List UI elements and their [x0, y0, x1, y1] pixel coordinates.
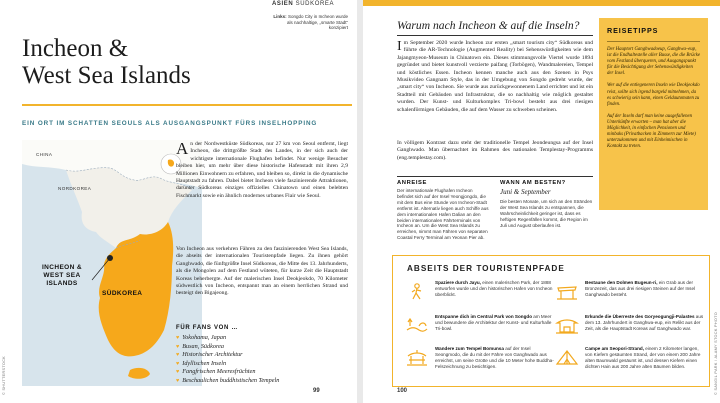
- heart-icon: ♥: [176, 335, 180, 341]
- fans-item: [176, 368, 346, 377]
- section-heading: Warum nach Incheon & auf die Inseln?: [397, 19, 580, 32]
- right-body-text-1: m September 2020 wurde Incheon zur ersten „smart tourism city“ Südkoreas und führte die AR-Technologie (Augmented Reality) bei Sehenswürdigkeiten wie dem Jajangmyeon-Museum in Chinatown ein. Dieses stimmungsvolle Viertel wurde 1894 gegründet und bietet kunstvoll verzierte paifang (Torbögen), Wandmalereien, Tempel und köstliches Essen. Incheon kennen manche auch aus den Szenen in Psys Musikvideo Gangnam Style, das in der Umgebung von Songdo gedreht wurde, der „smart city“ von Incheon. Sie wurde aus zurückgewonnenem Land errichtet und ist ein Stadtteil mit Gebäuden und Infrastruktur, die so nachhaltig wie möglich gestaltet wurden. Der Kunst- und Kulturkomplex Tri-bowl besteht aus drei riesigen schalenförmigen Gebäuden, die auf dem Wasser zu schweben scheinen.: [397, 40, 593, 113]
- off-track-item: [405, 346, 553, 376]
- right-top-bar: [363, 0, 720, 6]
- map-label-incheon: INCHEON & WEST SEA ISLANDS: [41, 264, 83, 287]
- right-drop-cap: I: [397, 40, 402, 54]
- lead-text: EIN ORT IM SCHATTEN SEOULS ALS AUSGANGSPUNKT FÜRS INSELHOPPING: [22, 120, 318, 127]
- fans-item-text: Idyllischen Inseln: [182, 359, 227, 367]
- left-page: [0, 0, 357, 403]
- walker-icon: [405, 282, 429, 300]
- heart-icon: ♥: [176, 343, 180, 350]
- fans-item-text: Fangfrischen Meeresfrüchten: [182, 368, 256, 376]
- off-track-box: [392, 255, 710, 387]
- section-label-bold: ASIEN: [272, 1, 294, 7]
- off-track-bold: Spaziere durch Jayu,: [435, 280, 481, 285]
- off-track-item: [555, 280, 703, 310]
- fans-item-text: Historischer Architektur: [182, 351, 243, 359]
- tip-item: Der Hauptort Ganghwadoeup, Ganghwa–eup, ist die Endhaltestelle aller Busse, die die Brücke vom Festland überqueren, und Ausgangspunkt für die Besichtigung der Sehenswürdigkeiten der Insel.: [607, 47, 700, 77]
- photo-caption: [272, 14, 348, 31]
- photo-credit-right: © SANGIL PARK / ALAMY STOCK PHOTO: [714, 312, 718, 395]
- fans-item: [176, 343, 346, 352]
- map-graphic: [22, 140, 202, 386]
- when-heading: WANN AM BESTEN?: [500, 180, 566, 186]
- photo-credit-left: © SHUTTERSTOCK: [2, 356, 6, 395]
- jeju-island: [128, 368, 150, 379]
- body-paragraph-2: Von Incheon aus verkehren Fähren zu den faszinierenden West Sea Islands, die abseits der internationalen Touristenpfade liegen. Zu ihnen gehört Ganghwado, die fünftgrößte Insel Südkoreas, die Mitte des 13. Jahrhunderts, als die Mongolen auf dem Festland wüteten, für kurze Zeit die Hauptstadt Koreas beherbergte. Auf der malerischen Insel Deokjeokdo, 70 Kilometer südwestlich von Incheon, entspannt man an einem herrlichen Strand und besteigt den Bigajeong.: [176, 246, 348, 297]
- drop-cap: A: [176, 141, 189, 158]
- tip-item: Auf der Inseln darf man keine ausgefallenen Unterkünfte erwarten – man hat aber die Möglichkeit, in einfachen Pensionen und minbaks (Privatbacken in Zimmern zur Miete) unterzukommen und mit Einheimischen in Kontakt zu treten.: [607, 113, 696, 150]
- off-track-text: [585, 314, 705, 332]
- temple-icon: [405, 348, 429, 366]
- title-line-1: Incheon &: [22, 35, 129, 62]
- off-track-bold: Erkunde die Überreste des Goryeogungji-Palastes: [585, 314, 695, 319]
- map-label-suedkorea: SÜDKOREA: [102, 290, 143, 297]
- off-track-text: [435, 280, 555, 298]
- when-text: Die besten Monate, um sich an den Stränden der West Sea Islands zu entspannen, die Wahrscheinlichkeit geringer ist, dass es heftigen Regenfällen kommt, die Region im Juli und August überlaufen ist.: [500, 199, 593, 228]
- right-body-paragraph-1: [397, 40, 593, 138]
- arrival-heading: ANREISE: [397, 180, 427, 186]
- body-text-1: n der Nordwestküste Südkoreas, nur 27 km von Seoul entfernt, liegt Incheon, die drittgrößte Stadt des Landes, in der sich auch der wichtigste internationale Flughafen befindet. Nur wenige Besucher bleiben hier, um mehr über diese historische Hafenstadt mit ihren 2,9 Millionen Einwohnern zu erfahren, und bleiben so, direkt in die dynamische Hauptstadt zu fahren. Dabei bietet Incheon viele faszinierende Attraktionen, darunter Südkoreas einziges offizielles Chinatown und einen belebten Fischmarkt sowie ein ähnlich modernes urbanes Flair wie Seoul.: [176, 141, 348, 199]
- off-track-bold: Entspanne dich im Central Park von Songdo: [435, 314, 532, 319]
- tips-box: [599, 18, 708, 210]
- caption-text: Songdo City in Incheon wurde als nachhaltige, „smarte Stadt“ konzipiert: [286, 14, 348, 31]
- tips-heading: REISETIPPS: [607, 26, 700, 42]
- fans-item: [176, 360, 346, 369]
- korea-map: [22, 140, 202, 386]
- body-paragraph-1: [176, 141, 348, 245]
- fans-item: [176, 334, 346, 343]
- right-body-paragraph-2: In völligem Kontrast dazu steht der traditionelle Tempel Jeondeungsa auf der Insel Ganghwado. Man übernachtet im Rahmen des nationalen Templestay-Programms (eng.templestay.com).: [397, 140, 593, 161]
- fans-item-text: Yokohama, Japan: [182, 334, 227, 341]
- off-track-desc: einen malerischen Park, der 1888 entworfen wurde und den historischen Hafen von Incheon überblickt.: [435, 280, 553, 297]
- off-track-item: [555, 346, 703, 376]
- heart-icon: ♥: [176, 352, 180, 359]
- off-track-text: [585, 346, 705, 370]
- off-track-text: [435, 314, 555, 332]
- fans-item: [176, 351, 346, 360]
- fans-item-text: Busan, Südkorea: [182, 342, 224, 350]
- off-track-text: [585, 280, 705, 298]
- fans-list: [176, 325, 346, 386]
- title-rule: [22, 104, 352, 106]
- off-track-desc: einem 2 Kilometer langen, von Kiefern gesäumten Strand, der von einem 200 Jahre alten Baumwald gesäumt ist, und dessen Kiefern einen dichten Hain aus 200 Jahre alten Bäumen bilden.: [585, 346, 701, 369]
- heart-icon: ♥: [176, 369, 180, 376]
- off-track-heading: ABSEITS DER TOURISTENPFADE: [407, 264, 565, 273]
- tip-item: Wer auf die entlegeneren Inseln wie Deokjeokdo reist, sollte sich irgend bargeld mitnehmen, da es schwierig sein kann, einen Geldautomaten zu finden.: [607, 83, 700, 107]
- off-track-bold: Campe am Seopori-Strand,: [585, 346, 644, 351]
- fans-heading: FÜR FANS VON …: [176, 325, 239, 331]
- palace-icon: [555, 316, 579, 334]
- arrival-text: Der internationale Flughafen Incheon befindet sich auf der Insel Yeongjongdo, die mit dem Bus eine Stunde von Incheon-Stadt entfernt ist. Alternativ liegen auch Schiffe aus dem internationalen Hafen Dalian an den beiden internationalen Fährterminals von Incheon an. Um die West Sea Islands zu erreichen, nimmt man Fähren von separaten Coastal Ferry Terminal am Yeonan Pier ab.: [397, 188, 489, 241]
- off-track-desc: aus dem 13. Jahrhundert in Ganghwa-eup, ein Relikt aus der Zeit, als die Hauptstadt Koreas auf Ganghwado war.: [585, 314, 704, 331]
- park-icon: [405, 316, 429, 334]
- title-line-2: West Sea Islands: [22, 62, 191, 89]
- off-track-desc: am Meer und bewundere die Architektur der Kunst- und Kulturhalle Tri-bowl.: [435, 314, 552, 331]
- dolmen-icon: [555, 282, 579, 300]
- fans-item-text: Beschaulichen buddhistischen Tempeln: [182, 376, 280, 384]
- heart-icon: ♥: [176, 360, 180, 367]
- off-track-desc: auf der Insel Seongmodo, die du mit der Fähre von Ganghwado aus erreichst, um seine Grotte und die 10 Meter hohe Buddha-Felszeichnung zu besichtigen.: [435, 346, 554, 369]
- when-dates: Juni & September: [500, 188, 551, 196]
- caption-bold: Links:: [273, 14, 287, 19]
- page-number-left: 99: [313, 388, 320, 394]
- off-track-desc: ein Grab aus der Bronzezeit, das aus drei riesigen Steinen auf der Insel Ganghwado besteht.: [585, 280, 696, 297]
- page-title: [22, 35, 191, 89]
- map-label-nordkorea: NORDKOREA: [58, 186, 92, 191]
- info-rule: [397, 176, 593, 177]
- tent-icon: [555, 348, 579, 366]
- off-track-item: [555, 314, 703, 344]
- section-label: [272, 1, 334, 7]
- off-track-item: [405, 280, 553, 310]
- heart-icon: ♥: [176, 377, 180, 384]
- off-track-item: [405, 314, 553, 344]
- section-label-rest: SÜDKOREA: [295, 1, 335, 7]
- off-track-text: [435, 346, 555, 370]
- fans-item: [176, 377, 346, 386]
- right-page: [363, 0, 720, 403]
- heading-rule: [397, 35, 593, 36]
- off-track-bold: Wandere zum Tempel Bomunsa: [435, 346, 504, 351]
- map-label-china: CHINA: [36, 152, 53, 157]
- fans-items: [176, 334, 346, 386]
- page-number-right: 100: [397, 388, 408, 394]
- off-track-bold: Bestaune den Dolmen Bugeun-ri,: [585, 280, 658, 285]
